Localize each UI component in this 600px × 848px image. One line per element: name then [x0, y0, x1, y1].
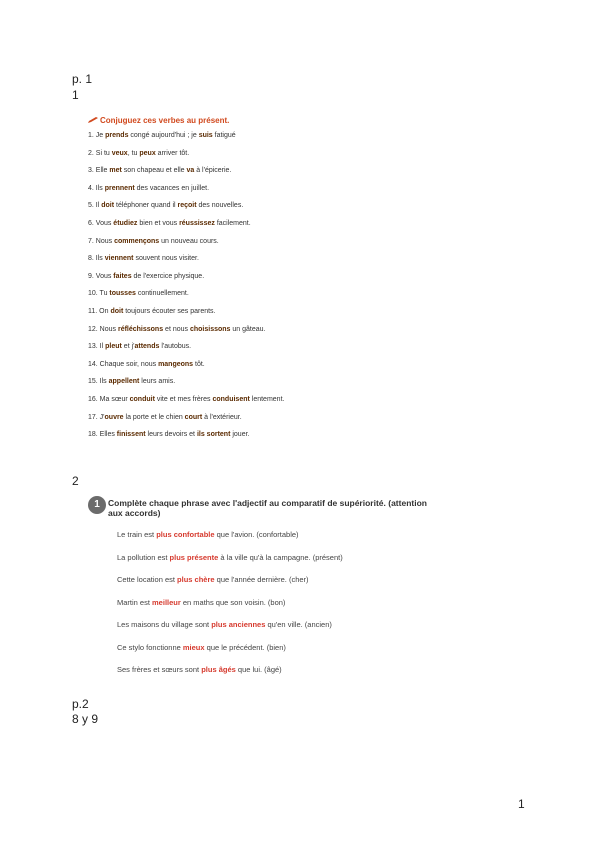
item-text: fatigué — [212, 132, 236, 139]
item-text: 6. Vous — [88, 219, 114, 227]
next-page-ref: p.2 — [72, 697, 89, 711]
exercise-1-item — [88, 378, 448, 396]
item-text: que lui. (âgé) — [235, 665, 282, 674]
conjugated-verb: réfléchissons — [117, 325, 164, 333]
conjugated-verb: veux — [111, 149, 128, 157]
comparative-answer: plus anciennes — [211, 620, 266, 629]
exercise-2-instruction: Complète chaque phrase avec l'adjectif au comparatif de supériorité. (attention aux accords) — [108, 498, 427, 518]
comparative-answer: mieux — [182, 642, 205, 652]
item-text: que le précédent. (bien) — [204, 642, 286, 652]
conjugated-verb: choisissons — [189, 325, 231, 333]
item-text: un nouveau cours. — [159, 237, 219, 245]
item-text: son chapeau et elle — [121, 167, 187, 175]
item-text: Martin est — [117, 597, 153, 607]
exercise-2-label: 2 — [72, 474, 79, 488]
item-text: que l'avion. (confortable) — [214, 530, 299, 539]
conjugated-verb: peux — [139, 149, 156, 157]
conjugated-verb: réussissez — [179, 219, 215, 227]
item-text: 17. J' — [88, 413, 105, 421]
conjugated-verb: conduit — [129, 395, 155, 403]
conjugated-verb: finissent — [116, 431, 146, 439]
item-text: des nouvelles. — [196, 202, 244, 210]
item-text: leurs devoirs et — [145, 431, 197, 439]
page-ref: p. 1 — [72, 72, 93, 86]
exercise-1 — [88, 114, 448, 449]
item-text: un gâteau. — [230, 325, 266, 333]
exercise-2-list — [117, 530, 437, 688]
exercise-1-item — [88, 290, 448, 308]
exercise-1-item — [88, 273, 448, 291]
item-text: lentement. — [249, 395, 285, 403]
item-text: que l'année dernière. (cher) — [214, 575, 309, 584]
item-text: 11. On — [88, 307, 111, 315]
exercise-number-badge: 1 — [88, 496, 106, 514]
item-text: à l'extérieur. — [202, 413, 242, 421]
conjugated-verb: court — [184, 413, 203, 421]
item-text: 16. Ma sœur — [88, 395, 130, 403]
comparative-answer: meilleur — [152, 597, 181, 607]
conjugated-verb: étudiez — [113, 219, 138, 227]
item-text: l'autobus. — [159, 343, 192, 351]
exercise-2-item — [117, 530, 437, 553]
item-text: continuellement. — [135, 290, 189, 298]
item-text: et nous — [163, 325, 190, 333]
exercise-2-item — [117, 620, 437, 643]
item-text: bien et vous — [137, 219, 180, 227]
item-text: congé aujourd'hui ; je — [128, 132, 199, 139]
conjugated-verb: viennent — [104, 255, 134, 263]
item-text: 13. Il — [88, 343, 106, 351]
item-text: 14. Chaque soir, nous — [88, 360, 159, 368]
exercise-1-item — [88, 202, 448, 220]
conjugated-verb: reçoit — [177, 202, 197, 210]
exercise-1-item — [88, 414, 448, 432]
item-text: 10. Tu — [88, 290, 110, 298]
item-text: 7. Nous — [88, 237, 115, 245]
item-text: 2. Si tu — [88, 149, 112, 157]
item-text: 1. Je — [88, 132, 106, 139]
exercise-1-item — [88, 150, 448, 168]
comparative-answer: plus confortable — [156, 530, 215, 539]
exercise-1-item — [88, 326, 448, 344]
exercise-1-heading-text: Conjuguez ces verbes au présent. — [100, 115, 230, 125]
exercise-1-item — [88, 396, 448, 414]
item-text: , tu — [127, 149, 140, 157]
item-text: Ce stylo fonctionne — [117, 642, 183, 652]
item-text: 4. Ils — [88, 184, 105, 192]
item-text: à la ville qu'à la campagne. (présent) — [218, 552, 343, 562]
item-text: souvent nous visiter. — [133, 255, 199, 263]
item-text: Les maisons du village sont — [117, 620, 212, 629]
item-text: et j' — [121, 343, 135, 351]
conjugated-verb: va — [186, 167, 195, 175]
exercise-2-header — [88, 496, 448, 520]
item-text: 18. Elles — [88, 431, 117, 439]
exercise-1-item — [88, 220, 448, 238]
item-text: téléphoner quand il — [114, 202, 178, 210]
conjugated-verb: mangeons — [158, 360, 194, 368]
comparative-answer: plus âgés — [201, 665, 236, 674]
exercise-2-item — [117, 665, 437, 688]
item-text: 3. Elle — [88, 167, 110, 175]
exercise-1-item — [88, 132, 448, 150]
conjugated-verb: ouvre — [104, 413, 124, 421]
exercise-1-heading — [88, 114, 448, 126]
item-text: tôt. — [193, 360, 205, 368]
item-text: 9. Vous — [88, 272, 114, 280]
pencil-icon — [88, 117, 98, 123]
item-text: 5. Il — [88, 202, 102, 210]
conjugated-verb: attends — [134, 343, 160, 351]
exercise-2-item — [117, 575, 437, 598]
item-text: La pollution est — [117, 552, 170, 562]
item-text: Ses frères et sœurs sont — [117, 665, 202, 674]
item-text: vite et mes frères — [154, 395, 213, 403]
item-text: toujours écouter ses parents. — [123, 307, 216, 315]
page-number: 1 — [518, 797, 525, 811]
exercise-1-item — [88, 238, 448, 256]
conjugated-verb: doit — [101, 202, 115, 210]
next-exercise-ref: 8 y 9 — [72, 712, 99, 726]
item-text: de l'exercice physique. — [131, 272, 205, 280]
item-text: 12. Nous — [88, 325, 118, 333]
conjugated-verb: conduisent — [212, 395, 250, 403]
exercise-1-item — [88, 255, 448, 273]
comparative-answer: plus chère — [177, 575, 215, 584]
item-text: en maths que son voisin. (bon) — [180, 597, 286, 607]
exercise-2-item — [117, 598, 437, 621]
item-text: jouer. — [230, 431, 250, 439]
conjugated-verb: ils sortent — [196, 431, 231, 439]
exercise-2-item — [117, 553, 437, 576]
item-text: 15. Ils — [88, 378, 109, 386]
conjugated-verb: met — [109, 167, 122, 175]
item-text: facilement. — [214, 219, 251, 227]
conjugated-verb: suis — [198, 132, 213, 139]
exercise-1-item — [88, 431, 448, 449]
conjugated-verb: appellent — [108, 378, 140, 386]
comparative-answer: plus présente — [169, 552, 219, 562]
conjugated-verb: doit — [110, 307, 124, 315]
exercise-1-item — [88, 361, 448, 379]
exercise-1-list — [88, 132, 448, 449]
conjugated-verb: prends — [105, 132, 129, 139]
exercise-1-item — [88, 343, 448, 361]
exercise-2-item — [117, 643, 437, 666]
item-text: Cette location est — [117, 575, 178, 584]
item-text: la porte et le chien — [123, 413, 185, 421]
item-text: Le train est — [117, 530, 157, 539]
exercise-1-item — [88, 185, 448, 203]
item-text: leurs amis. — [139, 378, 176, 386]
conjugated-verb: prennent — [104, 184, 135, 192]
conjugated-verb: pleut — [105, 343, 122, 351]
exercise-ref: 1 — [72, 88, 79, 102]
conjugated-verb: faites — [113, 272, 132, 280]
conjugated-verb: tousses — [109, 290, 136, 298]
item-text: arriver tôt. — [155, 149, 190, 157]
conjugated-verb: commençons — [114, 237, 160, 245]
item-text: 8. Ils — [88, 255, 105, 263]
item-text: des vacances en juillet. — [134, 184, 210, 192]
exercise-1-item — [88, 308, 448, 326]
item-text: à l'épicerie. — [194, 167, 232, 175]
item-text: qu'en ville. (ancien) — [265, 620, 332, 629]
exercise-1-item — [88, 167, 448, 185]
